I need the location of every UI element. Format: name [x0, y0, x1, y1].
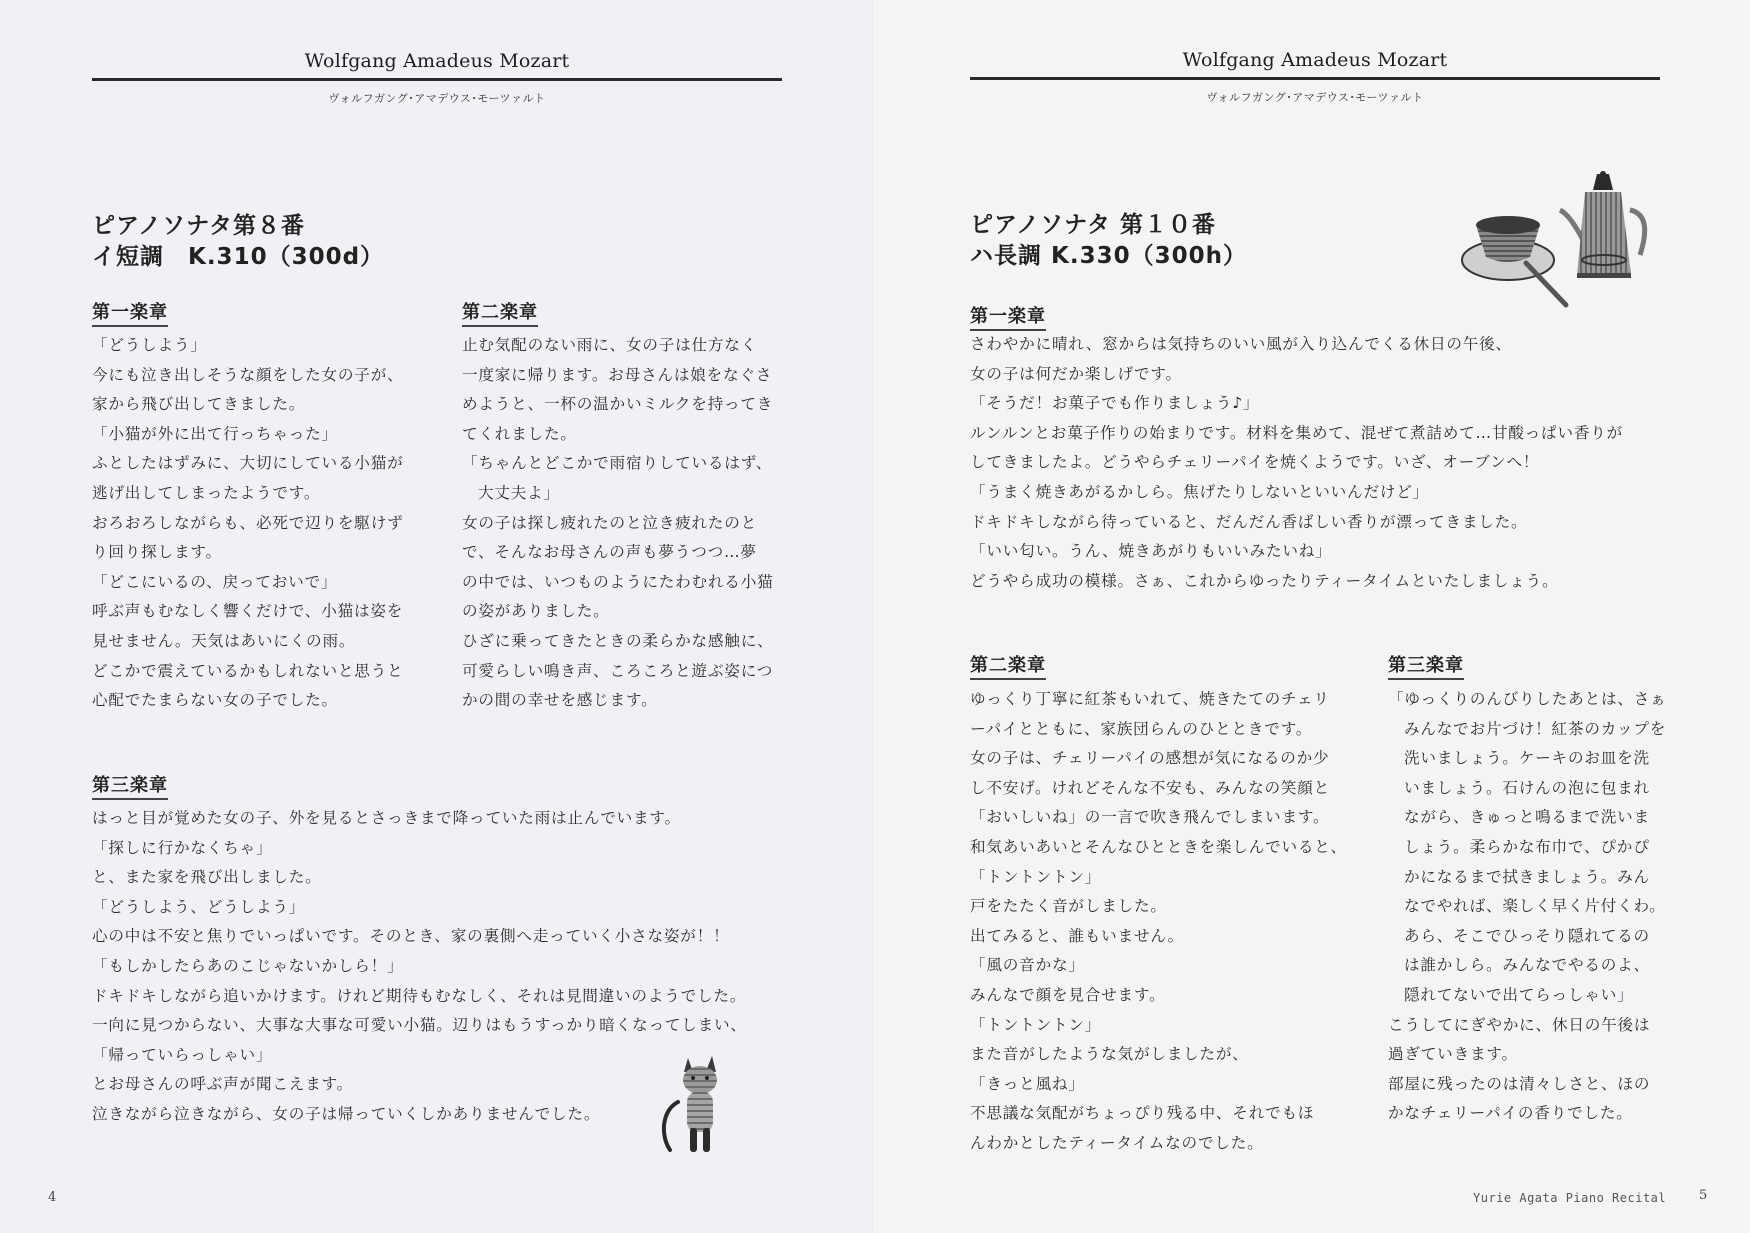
teapot-icon — [1555, 170, 1655, 290]
movement-1-text — [970, 330, 1623, 596]
sonata-title-line2: イ短調 K.310（300d） — [92, 244, 385, 270]
recital-footer: Yurie Agata Piano Recital — [1473, 1191, 1667, 1205]
text-line: 心配でたまらない女の子でした。 — [92, 691, 338, 710]
text-line: 可愛らしい鳴き声、ころころと遊ぶ姿につ — [462, 661, 774, 680]
sonata-title — [970, 210, 1247, 272]
movement-1-heading: 第一楽章 — [92, 298, 168, 327]
sonata-title-line1: ピアノソナタ 第１０番 — [970, 212, 1217, 238]
composer-name: Wolfgang Amadeus Mozart — [304, 50, 570, 72]
cat-icon — [660, 1050, 730, 1155]
movement-2-text — [462, 331, 773, 716]
text-line: 「どこにいるの、戻っておいで」 — [92, 572, 338, 591]
right-header — [970, 49, 1660, 105]
text-line: 止む気配のない雨に、女の子は仕方なく — [462, 336, 758, 354]
text-line: ドキドキしながら待っていると、だんだん香ばしい香りが漂ってきました。 — [970, 512, 1528, 531]
sonata-title-line1: ピアノソナタ第８番 — [92, 213, 306, 239]
text-line: どこかで震えているかもしれないと思うと — [92, 661, 404, 680]
text-line: 一度家に帰ります。お母さんは娘をなぐさ — [462, 365, 773, 384]
text-line: 「トントントン」 — [970, 867, 1102, 886]
text-line: 「どうしよう、どうしよう」 — [92, 897, 306, 916]
text-line: の中では、いつものようにたわむれる小猫 — [462, 572, 774, 591]
text-line: 大丈夫よ」 — [478, 483, 560, 502]
text-line: とお母さんの呼ぶ声が聞こえます。 — [92, 1075, 354, 1094]
text-line: 見せません。天気はあいにくの雨。 — [92, 631, 356, 650]
text-line: ひざに乗ってきたときの柔らかな感触に、 — [462, 631, 774, 650]
text-line: ルンルンとお菓子作りの始まりです。材料を集めて、混ぜて煮詰めて…甘酸っぱい香りが — [970, 423, 1624, 442]
text-line: 心の中は不安と焦りでいっぱいです。そのとき、家の裏側へ走っていく小さな姿が！！ — [92, 927, 730, 946]
text-line: しょう。柔らかな布巾で、ぴかぴ — [1404, 837, 1650, 856]
text-line: 「トントントン」 — [970, 1015, 1102, 1034]
header-rule — [970, 77, 1660, 80]
text-line: 家から飛び出してきました。 — [92, 395, 306, 414]
composer-kana: ヴォルフガング･アマデウス･モーツァルト — [328, 92, 546, 105]
text-line: 出てみると、誰もいません。 — [970, 926, 1185, 945]
composer-kana: ヴォルフガング･アマデウス･モーツァルト — [1206, 91, 1424, 104]
text-line: り回り探します。 — [92, 543, 222, 562]
text-line: 女の子は何だか楽しげです。 — [970, 364, 1182, 383]
text-line: かなチェリーパイの香りでした。 — [1388, 1104, 1633, 1123]
text-line: どうやら成功の模様。さぁ、これからゆったりティータイムといたしましょう。 — [970, 571, 1559, 590]
text-line: 女の子は、チェリーパイの感想が気になるのか少 — [970, 749, 1330, 768]
composer-name: Wolfgang Amadeus Mozart — [1182, 49, 1448, 71]
text-line: 不思議な気配がちょっぴり残る中、それでもほ — [970, 1104, 1315, 1123]
text-line: 呼ぶ声もむなしく響くだけで、小猫は姿を — [92, 602, 404, 621]
text-line: 和気あいあいとそんなひとときを楽しんでいると、 — [970, 837, 1348, 856]
text-line: と、また家を飛び出しました。 — [92, 868, 322, 887]
text-line: は誰かしら。みんなでやるのよ、 — [1404, 956, 1650, 975]
text-line: 隠れてないで出てらっしゃい」 — [1404, 985, 1634, 1004]
movement-3-text — [1388, 685, 1667, 1129]
left-header — [92, 50, 782, 106]
text-line: し不安げ。けれどそんな不安も、みんなの笑顔と — [970, 778, 1331, 797]
text-line: てくれました。 — [462, 424, 577, 443]
text-line: みんなで顔を見合せます。 — [970, 985, 1166, 1004]
text-line: めようと、一杯の温かいミルクを持ってき — [462, 395, 774, 414]
right-page — [875, 0, 1750, 1233]
text-line: 「もしかしたらあのこじゃないかしら！」 — [92, 956, 404, 975]
text-line: かの間の幸せを感じます。 — [462, 691, 658, 710]
text-line: 女の子は探し疲れたのと泣き疲れたのと — [462, 513, 758, 532]
text-line: ふとしたはずみに、大切にしている小猫が — [92, 454, 404, 473]
text-line: 「どうしよう」 — [92, 336, 207, 354]
text-line: で、そんなお母さんの声も夢うつつ…夢 — [462, 543, 757, 562]
text-line: 「小猫が外に出て行っちゃった」 — [92, 424, 338, 443]
text-line: 部屋に残ったのは清々しさと、ほの — [1388, 1074, 1651, 1093]
sonata-title-line2: ハ長調 K.330（300h） — [970, 243, 1247, 269]
movement-1-heading: 第一楽章 — [970, 302, 1046, 331]
text-line: してきましたよ。どうやらチェリーパイを焼くようです。いざ、オーブンへ！ — [970, 453, 1540, 472]
movement-3-heading: 第三楽章 — [1388, 651, 1464, 680]
movement-3-text — [92, 804, 747, 1130]
text-line: なでやれば、楽しく早く片付くわ。 — [1404, 897, 1666, 916]
text-line: 「いい匂い。うん、焼きあがりもいいみたいね」 — [970, 542, 1332, 561]
text-line: こうしてにぎやかに、休日の午後は — [1388, 1015, 1651, 1034]
text-line: の姿がありました。 — [462, 602, 610, 621]
text-line: さわやかに晴れ、窓からは気持ちのいい風が入り込んでくる休日の午後、 — [970, 335, 1512, 353]
text-line: 「ちゃんとどこかで雨宿りしているはず、 — [462, 454, 773, 473]
text-line: おろおろしながらも、必死で辺りを駆けず — [92, 513, 404, 532]
text-line: 「ゆっくりのんびりしたあとは、さぁ — [1388, 690, 1667, 708]
text-line: また音がしたような気がしましたが、 — [970, 1045, 1249, 1064]
text-line: ゆっくり丁寧に紅茶もいれて、焼きたてのチェリ — [970, 690, 1330, 708]
text-line: 逃げ出してしまったようです。 — [92, 483, 321, 502]
text-line: 泣きながら泣きながら、女の子は帰っていくしかありませんでした。 — [92, 1104, 601, 1123]
text-line: 「探しに行かなくちゃ」 — [92, 838, 273, 857]
text-line: んわかとしたティータイムなのでした。 — [970, 1133, 1264, 1152]
text-line: 「風の音かな」 — [970, 956, 1085, 975]
text-line: いましょう。石けんの泡に包まれ — [1404, 778, 1650, 797]
movement-2-text — [970, 685, 1347, 1159]
text-line: 過ぎていきます。 — [1388, 1045, 1518, 1064]
text-line: 「帰っていらっしゃい」 — [92, 1045, 273, 1064]
text-line: 「きっと風ね」 — [970, 1074, 1085, 1093]
page-number: 4 — [48, 1190, 57, 1205]
header-rule — [92, 78, 782, 81]
text-line: ながら、きゅっと鳴るまで洗いま — [1404, 808, 1650, 827]
text-line: かになるまで拭きましょう。みん — [1404, 867, 1650, 886]
sonata-title — [92, 211, 384, 273]
text-line: ーパイとともに、家族団らんのひとときです。 — [970, 719, 1313, 738]
text-line: みんなでお片づけ！紅茶のカップを — [1404, 719, 1667, 738]
text-line: はっと目が覚めた女の子、外を見るとさっきまで降っていた雨は止んでいます。 — [92, 809, 681, 827]
text-line: 今にも泣き出しそうな顔をした女の子が、 — [92, 365, 404, 384]
movement-2-heading: 第二楽章 — [462, 298, 538, 327]
text-line: 「そうだ！お菓子でも作りましょう♪」 — [970, 394, 1260, 413]
text-line: 「おいしいね」の一言で吹き飛んでしまいます。 — [970, 808, 1330, 827]
text-line: 洗いましょう。ケーキのお皿を洗 — [1404, 749, 1650, 768]
text-line: あら、そこでひっそり隠れてるの — [1404, 926, 1650, 945]
page-number: 5 — [1699, 1188, 1708, 1203]
text-line: 「うまく焼きあがるかしら。焦げたりしないといいんだけど」 — [970, 482, 1430, 501]
movement-3-heading: 第三楽章 — [92, 771, 168, 800]
text-line: 一向に見つからない、大事な大事な可愛い小猫。辺りはもうすっかり暗くなってしまい、 — [92, 1016, 747, 1035]
text-line: ドキドキしながら追いかけます。けれど期待もむなしく、それは見間違いのようでした。 — [92, 986, 747, 1005]
text-line: 戸をたたく音がしました。 — [970, 897, 1167, 916]
movement-2-heading: 第二楽章 — [970, 651, 1046, 680]
movement-1-text — [92, 331, 403, 716]
